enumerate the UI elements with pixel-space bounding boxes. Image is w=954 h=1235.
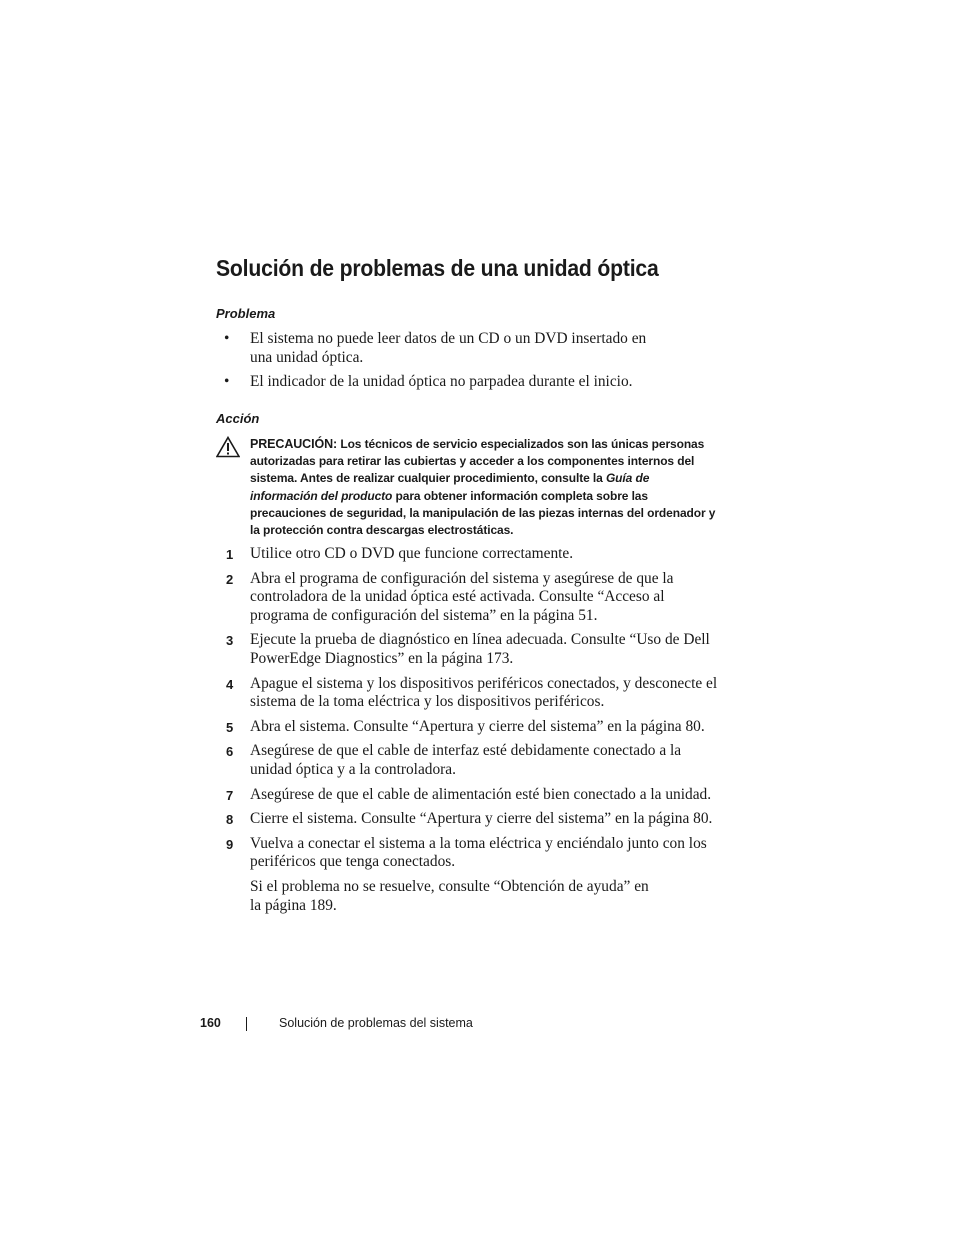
step-item — [216, 810, 718, 829]
caution-label: PRECAUCIÓN: — [250, 437, 338, 451]
step-number: 5 — [226, 719, 234, 735]
step-number: 7 — [226, 787, 234, 803]
steps-list — [216, 545, 718, 915]
step-text: Cierre el sistema. Consulte “Apertura y cierre del sistema” en la página 80. — [250, 810, 713, 828]
list-item-text: El sistema no puede leer datos de un CD o un DVD insertado en una unidad óptica. — [250, 330, 647, 366]
guide-title: Guía de información del producto — [250, 471, 650, 503]
caution-body: Los técnicos de servicio especializados son las únicas personas autorizadas para retirar las cubiertas y acceder a los componentes internos del sistema. Antes de realizar cualquier procedimiento, consulte la — [250, 437, 705, 486]
step-item — [216, 742, 718, 779]
list-item — [216, 373, 716, 392]
problem-heading: Problema — [216, 306, 276, 321]
step-number: 4 — [226, 676, 234, 692]
step-item — [216, 835, 718, 872]
closing-note — [216, 878, 718, 915]
step-text: Asegúrese de que el cable de alimentación esté bien conectado a la unidad. — [250, 785, 712, 803]
step-number: 3 — [226, 633, 234, 649]
step-number: 1 — [226, 547, 234, 562]
step-item — [216, 786, 718, 805]
step-text: Utilice otro CD o DVD que funcione correctamente. — [250, 545, 574, 562]
step-number: 8 — [226, 812, 234, 828]
bullet-icon: • — [224, 373, 230, 391]
action-heading: Acción — [216, 411, 260, 426]
step-text: Asegúrese de que el cable de interfaz esté debidamente conectado a la unidad óptica y a la controladora. — [250, 742, 682, 778]
footer-divider — [246, 1017, 247, 1031]
caution-box — [216, 436, 716, 539]
step-item — [216, 545, 718, 564]
footer-section-title: Solución de problemas del sistema — [279, 1016, 473, 1030]
page-title: Solución de problemas de una unidad óptica — [216, 255, 659, 281]
step-text: Abra el programa de configuración del sistema y asegúrese de que la controladora de la unidad óptica esté activada. Consulte “Acceso al programa de configuración del sistema” en la página 51. — [250, 569, 674, 624]
list-item-text: El indicador de la unidad óptica no parpadea durante el inicio. — [250, 373, 633, 391]
step-number: 6 — [226, 744, 234, 760]
step-number: 2 — [226, 571, 234, 587]
warning-triangle-icon — [216, 436, 240, 458]
step-text: Apague el sistema y los dispositivos periféricos conectados, y desconecte el sistema de la toma eléctrica y los dispositivos periféricos. — [250, 674, 718, 711]
problem-list — [216, 330, 716, 398]
list-item — [216, 330, 716, 367]
step-text: Abra el sistema. Consulte “Apertura y cierre del sistema” en la página 80. — [250, 717, 705, 735]
step-item — [216, 570, 718, 626]
step-text: Vuelva a conectar el sistema a la toma eléctrica y enciéndalo junto con los periféricos que tenga conectados. — [250, 834, 707, 871]
page-number: 160 — [200, 1016, 221, 1030]
step-item — [216, 675, 718, 712]
caution-text — [250, 436, 716, 539]
step-item — [216, 631, 718, 668]
step-item — [216, 718, 718, 737]
step-text: Ejecute la prueba de diagnóstico en línea adecuada. Consulte “Uso de Dell PowerEdge Diagnostics” en la página 173. — [250, 631, 710, 667]
step-number: 9 — [226, 836, 234, 852]
bullet-icon: • — [224, 330, 230, 347]
closing-text: Si el problema no se resuelve, consulte “Obtención de ayuda” en la página 189. — [250, 877, 649, 914]
caution-body-cont: para obtener información completa sobre las precauciones de seguridad, la manipulación de las piezas internas del ordenador y la protección contra descargas electrostáticas. — [250, 488, 716, 538]
